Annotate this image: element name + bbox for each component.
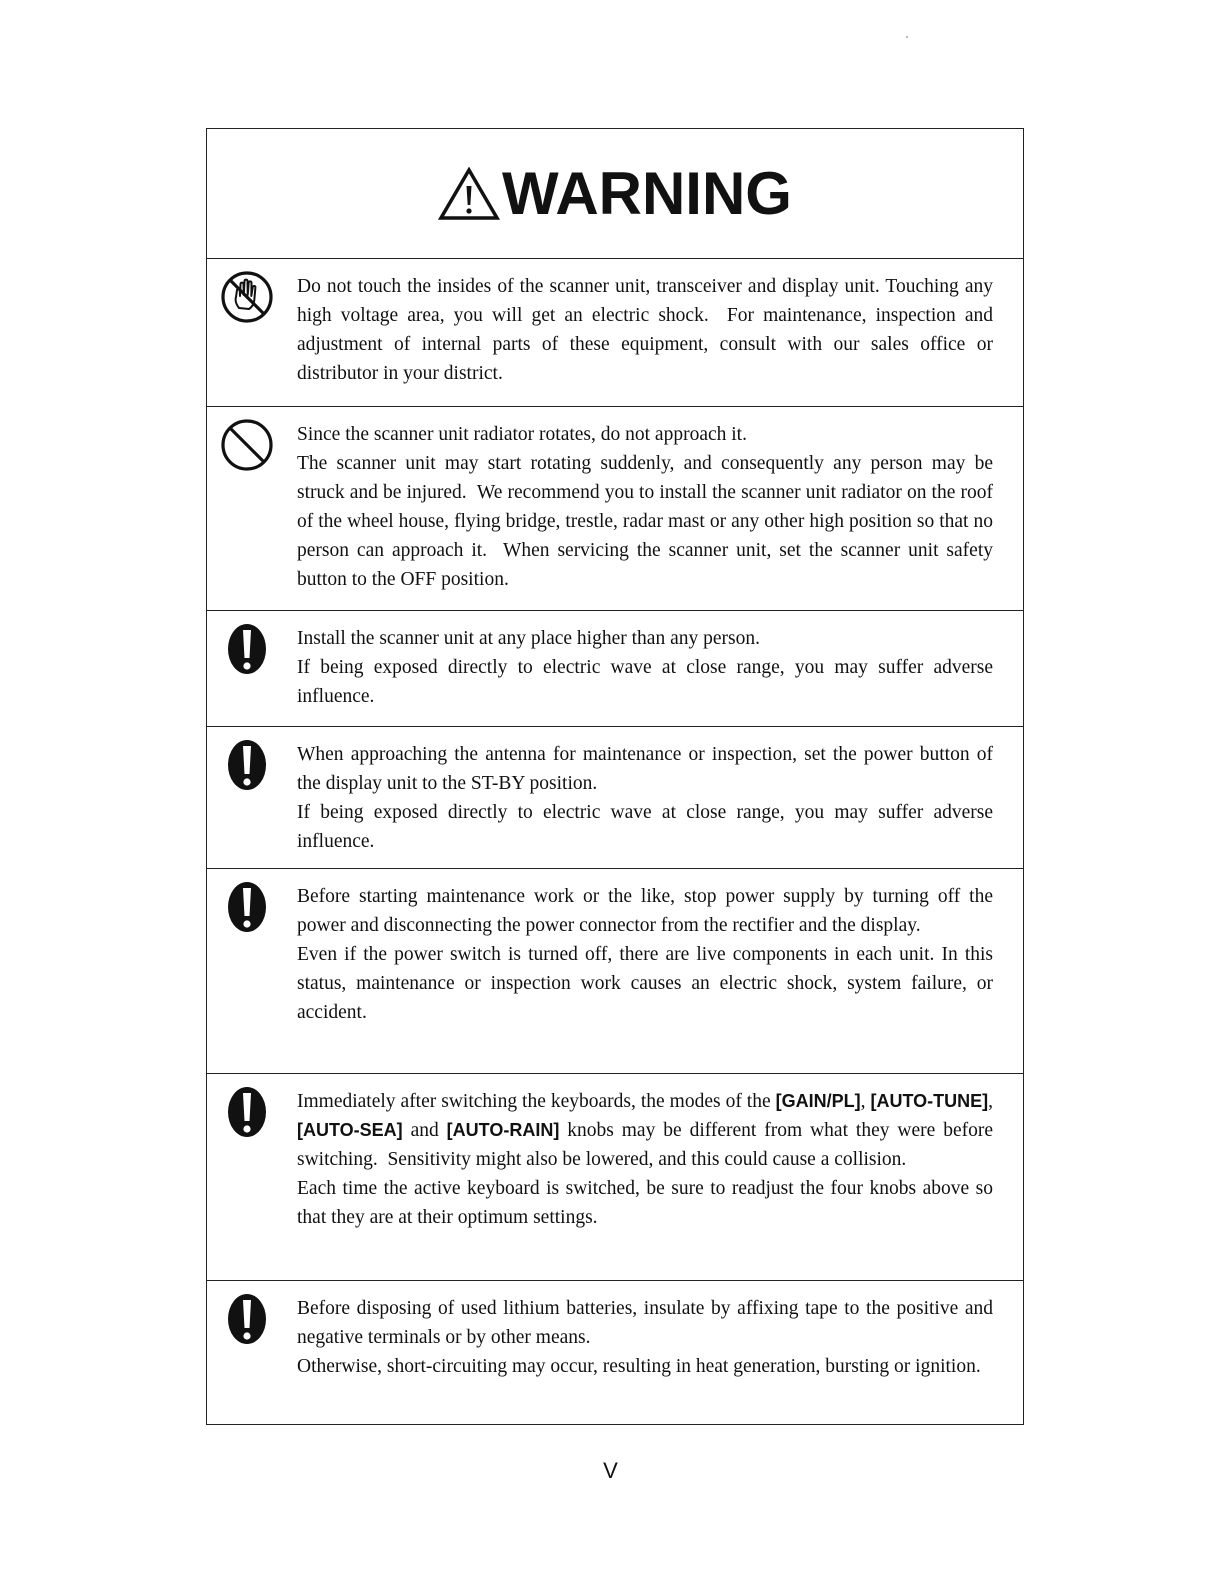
warning-title-text: WARNING [502,160,792,227]
warning-item-text [297,259,993,388]
paragraph-text: Even if the power switch is turned off, there are live components in each unit. In this status, maintenance or inspection work causes an electric shock, system failure, or accident. [297,944,993,1023]
warning-box [206,128,1024,1425]
warning-triangle-icon [438,167,500,221]
warning-paragraph [297,882,993,940]
knob-keyword: [AUTO-RAIN] [446,1120,560,1140]
warning-paragraph [297,1352,993,1381]
warning-item-text [297,869,993,1027]
paragraph-text: If being exposed directly to electric wave at close range, you may suffer adverse influence. [297,802,993,852]
mandatory-action-icon [219,737,275,793]
paragraph-text: If being exposed directly to electric wave at close range, you may suffer adverse influence. [297,657,993,707]
no-touch-hand-icon [219,269,275,325]
paragraph-text: Otherwise, short-circuiting may occur, resulting in heat generation, bursting or ignition. [297,1356,981,1377]
warning-item-text [297,727,993,856]
warning-item [207,1281,1023,1424]
warning-paragraph [297,740,993,798]
paragraph-text: Before starting maintenance work or the like, stop power supply by turning off the power and disconnecting the power connector from the rectifier and the display. [297,886,993,936]
prohibition-icon [219,417,275,473]
paragraph-text: Do not touch the insides of the scanner unit, transceiver and display unit. Touching any high voltage area, you will get an electric shock. For maintenance, inspection and adjustment of internal parts of these equipment, consult with our sales office or distributor in your district. [297,276,993,384]
warning-paragraph [297,940,993,1027]
knob-keyword: [AUTO-TUNE] [870,1091,989,1111]
warning-item-text [297,407,993,594]
paragraph-text: and [402,1120,447,1141]
paragraph-text: knobs may be different from what they were before switching. Sensitivity might also be lowered, and this could cause a collision. [297,1120,993,1170]
warning-paragraph [297,624,993,653]
warning-item [207,407,1023,611]
warning-header [207,129,1023,259]
page-number: V [603,1458,618,1483]
warning-paragraph [297,1174,993,1232]
knob-keyword: [AUTO-SEA] [297,1120,403,1140]
paragraph-text: Since the scanner unit radiator rotates, do not approach it. [297,424,747,445]
paragraph-text: Install the scanner unit at any place higher than any person. [297,628,760,649]
paragraph-text: Immediately after switching the keyboards, the modes of the [297,1091,776,1112]
paragraph-text: The scanner unit may start rotating suddenly, and consequently any person may be struck and be injured. We recommend you to install the scanner unit radiator on the roof of the wheel house, flying bridge, trestle, radar mast or any other high position so that no person can approach it. When servicing the scanner unit, set the scanner unit safety button to the OFF position. [297,453,993,590]
warning-item [207,727,1023,869]
mandatory-action-icon [219,621,275,677]
knob-keyword: [GAIN/PL] [775,1091,861,1111]
warning-item-text [297,1281,993,1381]
warning-item-text [297,1074,993,1232]
warning-paragraph [297,449,993,594]
paragraph-text: , [988,1091,994,1112]
mandatory-action-icon [219,879,275,935]
paragraph-text: When approaching the antenna for maintenance or inspection, set the power button of the display unit to the ST-BY position. [297,744,993,794]
warning-paragraph [297,798,993,856]
warning-item [207,259,1023,407]
paragraph-text: Before disposing of used lithium batteries, insulate by affixing tape to the positive and negative terminals or by other means. [297,1298,993,1348]
paragraph-text: , [860,1091,871,1112]
warning-item [207,611,1023,727]
mandatory-action-icon [219,1291,275,1347]
paragraph-text: Each time the active keyboard is switched, be sure to readjust the four knobs above so that they are at their optimum settings. [297,1178,993,1228]
mandatory-action-icon [219,1084,275,1140]
warning-paragraph [297,1087,993,1174]
warning-item [207,1074,1023,1281]
scan-speck [906,36,908,38]
warning-paragraph [297,1294,993,1352]
warning-paragraph [297,272,993,388]
warning-item-text [297,611,993,711]
warning-paragraph [297,420,993,449]
warning-item [207,869,1023,1074]
warning-paragraph [297,653,993,711]
warning-title [438,159,792,228]
